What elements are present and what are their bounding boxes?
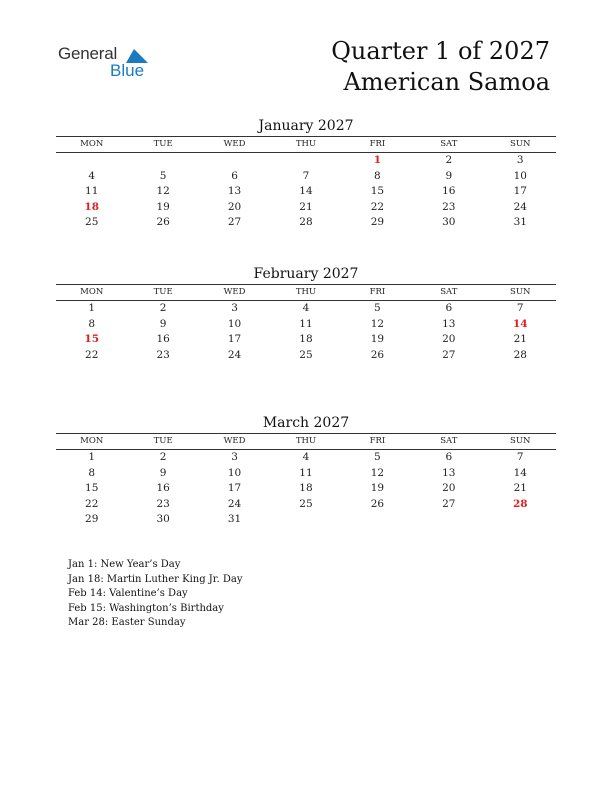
day-cell: 20 xyxy=(227,200,242,213)
weekday-header: FRI xyxy=(342,285,413,301)
day-cell: 28 xyxy=(299,216,313,229)
day-cell: 7 xyxy=(302,169,310,182)
day-cell: 9 xyxy=(159,317,167,330)
day-cell: 10 xyxy=(227,317,242,330)
week-row xyxy=(56,301,556,317)
day-cell: 9 xyxy=(445,169,453,182)
day-cell: 19 xyxy=(370,482,385,495)
day-cell: 10 xyxy=(513,169,527,182)
weekday-header: WED xyxy=(199,434,270,450)
day-cell: 16 xyxy=(156,482,170,495)
day-cell: 11 xyxy=(299,466,313,479)
month-title: March 2027 xyxy=(262,415,350,431)
weekday-header-row xyxy=(56,137,556,153)
day-cell: 15 xyxy=(370,185,385,198)
day-cell: 25 xyxy=(299,497,313,510)
weekday-header: WED xyxy=(199,285,270,301)
day-cell: 7 xyxy=(516,302,524,314)
month-february xyxy=(56,264,556,363)
holiday-item: Mar 28: Easter Sunday xyxy=(68,617,186,629)
weekday-header: FRI xyxy=(342,137,413,153)
logo-blue-text: Blue xyxy=(110,61,145,80)
title-country: American Samoa xyxy=(343,68,550,96)
day-cell: 6 xyxy=(231,169,238,182)
empty-day-cell xyxy=(342,512,413,528)
empty-day-cell xyxy=(485,512,556,528)
week-row xyxy=(56,466,556,482)
weekday-header: THU xyxy=(270,137,341,153)
weekday-header-row xyxy=(56,434,556,450)
week-row xyxy=(56,348,556,364)
day-cell: 13 xyxy=(227,185,242,198)
weekday-header: WED xyxy=(199,137,270,153)
day-cell: 10 xyxy=(227,466,242,479)
day-cell: 17 xyxy=(513,185,527,198)
day-cell: 19 xyxy=(156,200,170,213)
day-cell: 8 xyxy=(88,317,96,330)
weekday-header: MON xyxy=(56,434,127,450)
day-cell: 6 xyxy=(445,302,453,314)
day-cell: 12 xyxy=(370,317,385,330)
holiday-item: Jan 1: New Year’s Day xyxy=(68,559,181,570)
generalblue-logo xyxy=(58,42,158,82)
day-cell: 18 xyxy=(84,200,100,213)
day-cell: 15 xyxy=(85,482,99,495)
day-cell: 30 xyxy=(442,216,456,229)
week-row xyxy=(56,215,556,231)
week-row xyxy=(56,169,556,185)
day-cell: 2 xyxy=(159,451,167,463)
empty-day-cell xyxy=(127,153,198,169)
weekday-header: SAT xyxy=(413,434,484,450)
day-cell: 21 xyxy=(513,482,527,495)
day-cell: 27 xyxy=(442,348,456,361)
empty-day-cell xyxy=(270,512,341,528)
day-cell: 4 xyxy=(302,451,310,463)
day-cell: 23 xyxy=(156,348,170,361)
weekday-header: TUE xyxy=(127,137,198,153)
weekday-header: SUN xyxy=(485,285,556,301)
day-cell: 22 xyxy=(85,348,99,361)
day-cell: 18 xyxy=(299,482,313,495)
day-cell: 7 xyxy=(516,451,524,463)
day-cell: 5 xyxy=(374,451,381,463)
day-cell: 5 xyxy=(159,169,167,182)
day-cell: 2 xyxy=(159,302,167,314)
day-cell: 3 xyxy=(231,451,238,463)
weekday-header: SAT xyxy=(413,137,484,153)
day-cell: 14 xyxy=(299,185,313,198)
day-cell: 26 xyxy=(370,348,385,361)
week-row xyxy=(56,497,556,513)
day-cell: 22 xyxy=(85,497,99,510)
day-cell: 31 xyxy=(513,216,527,229)
week-row xyxy=(56,332,556,348)
day-cell: 29 xyxy=(85,513,99,526)
day-cell: 16 xyxy=(156,333,170,346)
page-title xyxy=(331,36,550,98)
day-cell: 26 xyxy=(156,216,170,229)
weekday-header: TUE xyxy=(127,285,198,301)
holiday-item: Jan 18: Martin Luther King Jr. Day xyxy=(68,573,243,585)
holiday-item: Feb 15: Washington’s Birthday xyxy=(68,602,224,614)
day-cell: 1 xyxy=(88,451,96,463)
empty-day-cell xyxy=(199,153,270,169)
holiday-item: Feb 14: Valentine’s Day xyxy=(68,588,188,600)
day-cell: 1 xyxy=(373,154,382,166)
week-row xyxy=(56,512,556,528)
day-cell: 26 xyxy=(370,497,385,510)
day-cell: 5 xyxy=(374,302,381,314)
day-cell: 20 xyxy=(442,333,456,346)
day-cell: 30 xyxy=(156,513,170,526)
day-cell: 14 xyxy=(513,466,527,479)
empty-day-cell xyxy=(413,512,484,528)
day-cell: 25 xyxy=(85,216,99,229)
day-cell: 12 xyxy=(370,466,385,479)
title-quarter: Quarter 1 of 2027 xyxy=(331,37,550,65)
week-row xyxy=(56,184,556,200)
weekday-header: TUE xyxy=(127,434,198,450)
day-cell: 19 xyxy=(370,333,385,346)
day-cell: 24 xyxy=(513,200,527,213)
weekday-header: MON xyxy=(56,285,127,301)
week-row xyxy=(56,153,556,169)
day-cell: 4 xyxy=(302,302,310,314)
day-cell: 28 xyxy=(512,497,528,510)
day-cell: 21 xyxy=(299,200,313,213)
weekday-header: SUN xyxy=(485,434,556,450)
day-cell: 22 xyxy=(370,200,385,213)
day-cell: 13 xyxy=(442,317,456,330)
day-cell: 27 xyxy=(227,216,242,229)
month-march xyxy=(56,413,556,528)
day-cell: 29 xyxy=(370,216,385,229)
day-cell: 23 xyxy=(442,200,456,213)
day-cell: 4 xyxy=(88,169,96,182)
calendar-grid xyxy=(56,433,556,528)
day-cell: 17 xyxy=(227,333,242,346)
day-cell: 20 xyxy=(442,482,456,495)
weekday-header: THU xyxy=(270,434,341,450)
day-cell: 27 xyxy=(442,497,456,510)
day-cell: 18 xyxy=(299,333,313,346)
day-cell: 3 xyxy=(231,302,238,314)
week-row xyxy=(56,481,556,497)
day-cell: 8 xyxy=(374,169,381,182)
day-cell: 16 xyxy=(442,185,456,198)
weekday-header: FRI xyxy=(342,434,413,450)
day-cell: 14 xyxy=(512,317,528,330)
empty-day-cell xyxy=(56,153,127,169)
day-cell: 9 xyxy=(159,466,167,479)
day-cell: 6 xyxy=(445,451,453,463)
day-cell: 28 xyxy=(513,348,527,361)
day-cell: 2 xyxy=(445,154,453,166)
day-cell: 8 xyxy=(88,466,96,479)
day-cell: 1 xyxy=(88,302,96,314)
day-cell: 24 xyxy=(227,497,242,510)
weekday-header: THU xyxy=(270,285,341,301)
weekday-header: SAT xyxy=(413,285,484,301)
weekday-header: MON xyxy=(56,137,127,153)
empty-day-cell xyxy=(270,153,341,169)
month-january xyxy=(56,116,556,231)
day-cell: 13 xyxy=(442,466,456,479)
day-cell: 25 xyxy=(299,348,313,361)
day-cell: 21 xyxy=(513,333,527,346)
day-cell: 24 xyxy=(227,348,242,361)
day-cell: 31 xyxy=(227,513,242,526)
calendar-grid xyxy=(56,284,556,363)
week-row xyxy=(56,450,556,466)
weekday-header: SUN xyxy=(485,137,556,153)
day-cell: 11 xyxy=(85,185,99,198)
week-row xyxy=(56,317,556,333)
week-row xyxy=(56,200,556,216)
calendar-grid xyxy=(56,136,556,231)
logo-general-text: General xyxy=(58,44,118,63)
month-title: January 2027 xyxy=(258,118,354,134)
weekday-header-row xyxy=(56,285,556,301)
day-cell: 12 xyxy=(156,185,170,198)
day-cell: 11 xyxy=(299,317,313,330)
day-cell: 15 xyxy=(84,333,100,346)
holiday-list xyxy=(68,558,242,631)
day-cell: 23 xyxy=(156,497,170,510)
month-title: February 2027 xyxy=(253,266,359,282)
day-cell: 3 xyxy=(516,154,524,166)
day-cell: 17 xyxy=(227,482,242,495)
